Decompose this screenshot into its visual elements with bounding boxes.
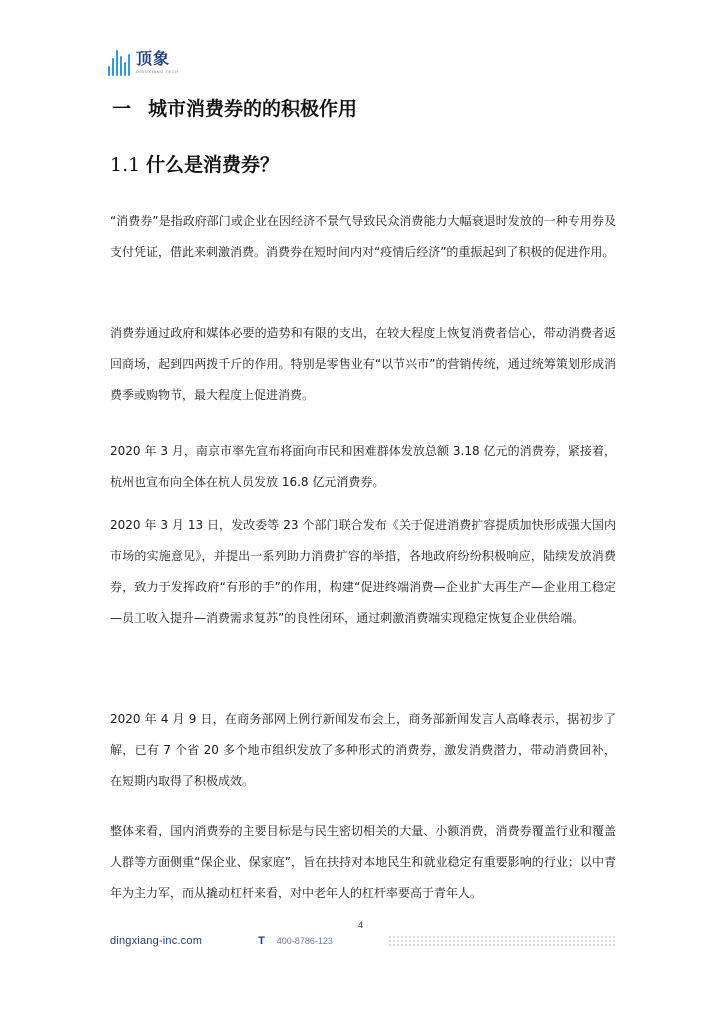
section-title: 城市消费券的的积极作用 — [148, 98, 358, 120]
logo-bars-icon — [108, 50, 130, 76]
footer-phone: 400-8786-123 — [276, 936, 333, 946]
subsection-heading — [110, 150, 279, 177]
paragraph-ndrc: 2020 年 3 月 13 日，发改委等 23 个部门联合发布《关于促进消费扩容提质加快形成强大国内市场的实施意见》，并提出一系列助力消费扩容的举措，各地政府纷纷积极响应，陆续发放消费券，致力于发挥政府“有形的手”的作用，构建“促进终端消费—企业扩大再生产—企业用工稳定—员工收入提升—消费需求复苏”的良性闭环，通过刺激消费端实现稳定恢复企业供给端。 — [110, 518, 616, 625]
paragraph-nanjing: 2020 年 3 月，南京市率先宣布将面向市民和困难群体发放总额 3.18 亿元的消费券，紧接着，杭州也宣布向全体在杭人员发放 16.8 亿元消费券。 — [110, 444, 616, 489]
subsection-title: 什么是消费券？ — [146, 154, 280, 176]
page-number: 4 — [358, 920, 364, 930]
logo-subtitle: DINGXIANG TECH — [136, 69, 179, 74]
paragraph-overview: 整体来看，国内消费券的主要目标是与民生密切相关的大量、小额消费，消费券覆盖行业和覆盖人群等方面侧重“保企业、保家庭”，旨在扶持对本地民生和就业稳定有重要影响的行业；以中青年为主力军，而从撬动杠杆来看，对中老年人的杠杆率要高于青年人。 — [110, 824, 616, 900]
subsection-number: 1.1 — [110, 154, 141, 176]
logo-name: 顶象 — [136, 49, 171, 68]
paragraph-mofcom: 2020 年 4 月 9 日，在商务部网上例行新闻发布会上，商务部新闻发言人高峰表示，据初步了解，已有 7 个省 20 多个地市组织发放了多种形式的消费券，激发消费潜力，带动消费回补，在短期内取得了积极成效。 — [110, 712, 616, 788]
paragraph-definition: “消费券”是指政府部门或企业在因经济不景气导致民众消费能力大幅衰退时发放的一种专用券及支付凭证，借此来刺激消费。消费券在短时间内对“疫情后经济”的重振起到了积极的促进作用。 — [110, 214, 616, 259]
section-heading — [112, 94, 357, 121]
footer-website: dingxiang-inc.com — [110, 935, 203, 947]
paragraph-role: 消费券通过政府和媒体必要的造势和有限的支出，在较大程度上恢复消费者信心，带动消费者返回商场，起到四两拨千斤的作用。特别是零售业有“以节兴市”的营销传统，通过统筹策划形成消费季或购物节，最大程度上促进消费。 — [110, 326, 616, 402]
company-logo — [108, 50, 179, 80]
footer-phone-label: T — [258, 935, 265, 947]
section-number: 一 — [112, 98, 132, 120]
page-footer — [110, 934, 616, 948]
footer-dot-pattern — [388, 935, 616, 947]
